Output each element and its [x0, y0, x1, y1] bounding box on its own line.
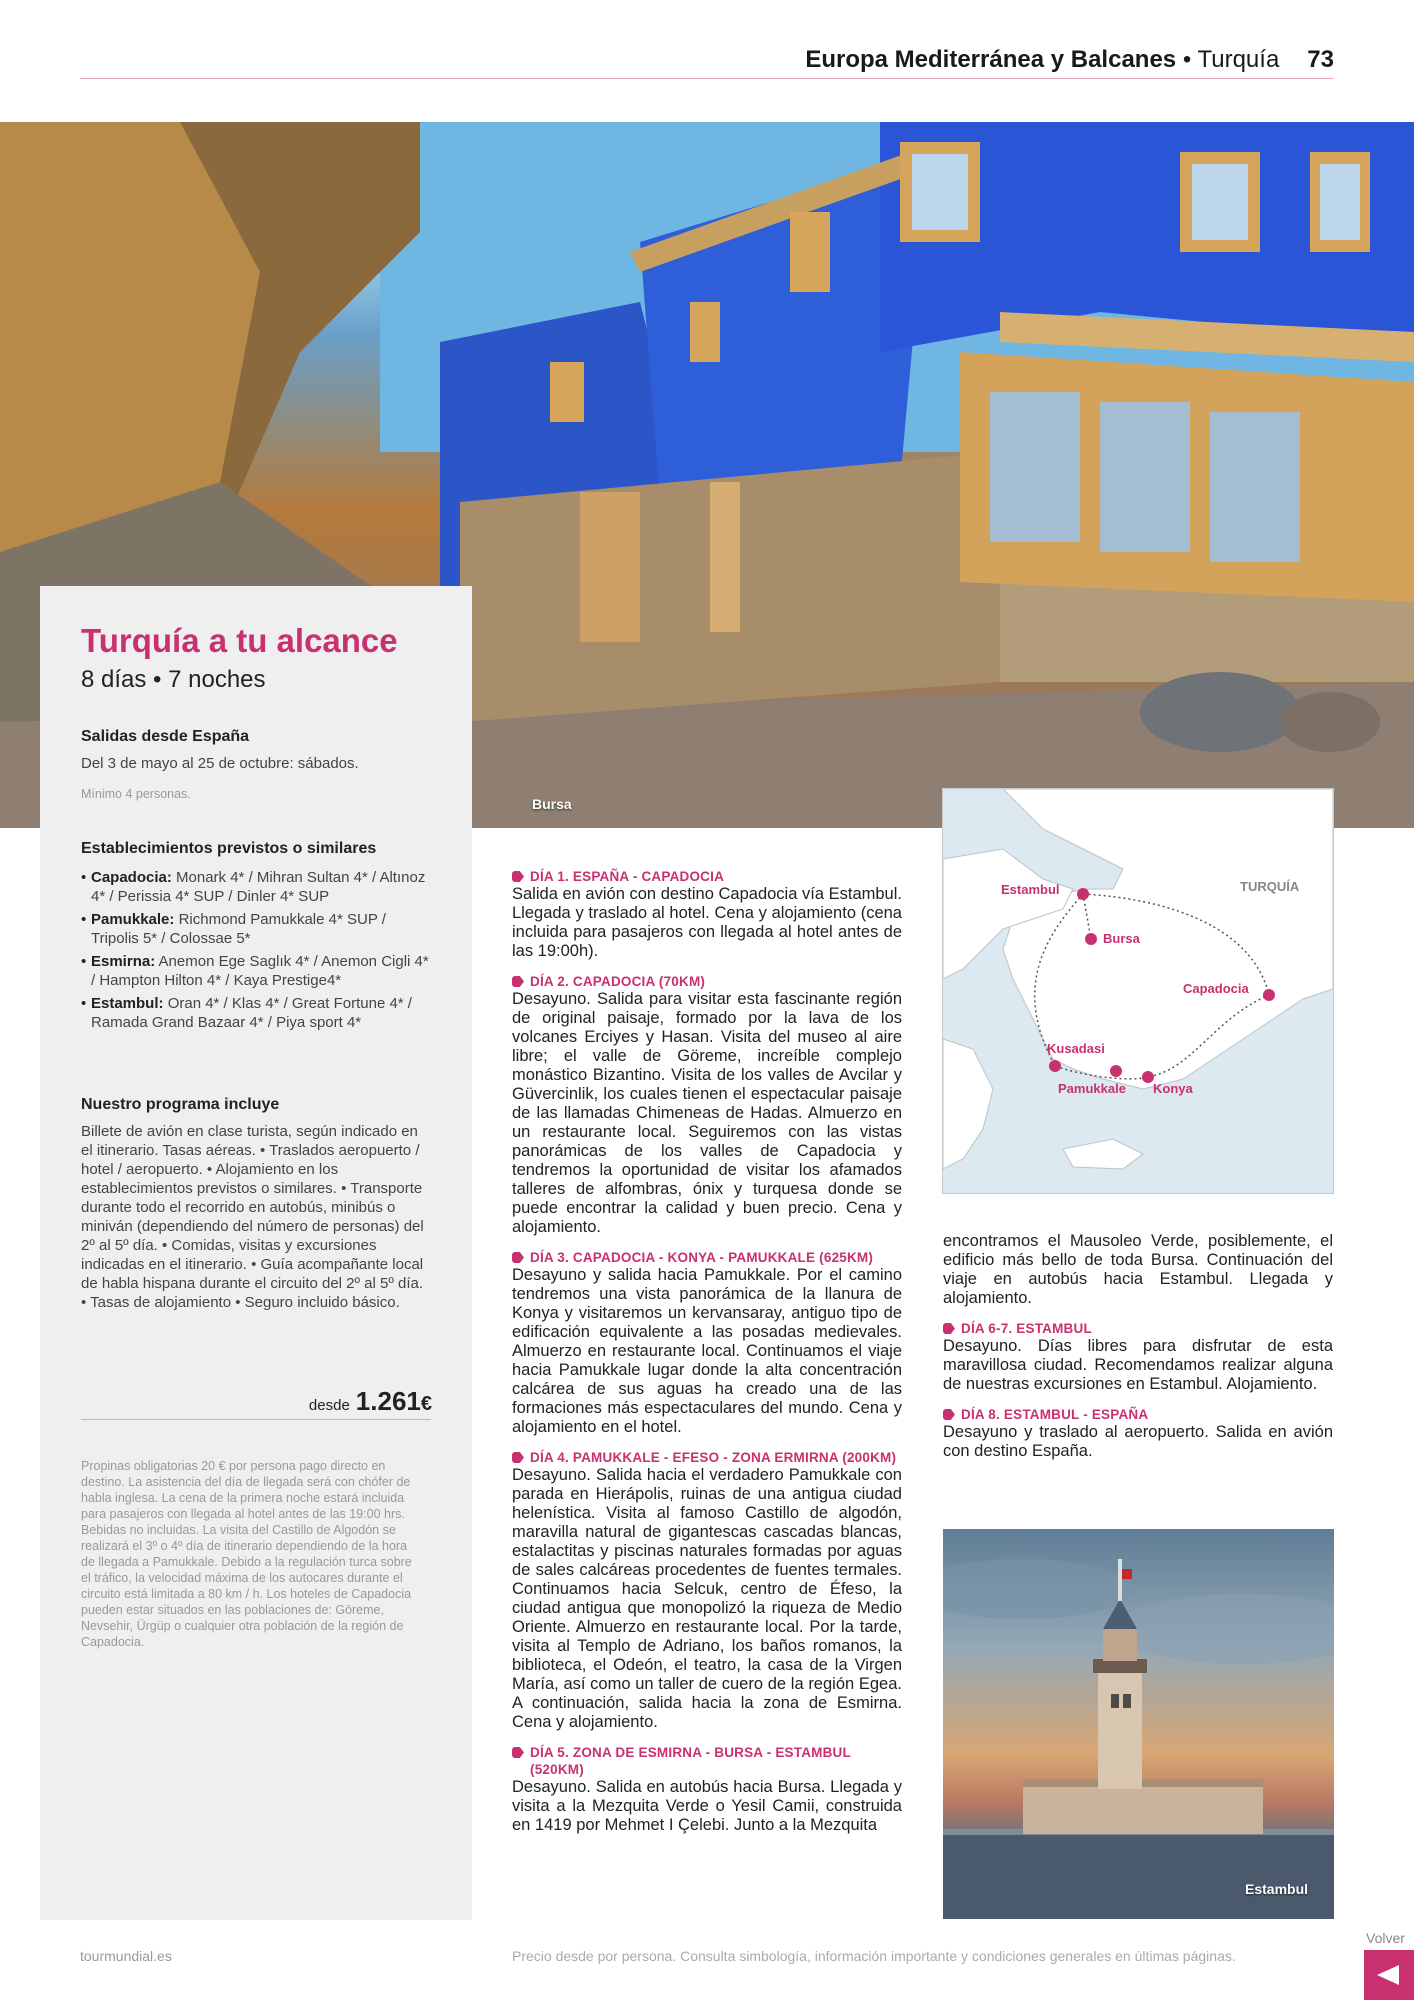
establishment-city: Capadocia:	[91, 869, 172, 886]
minimum-people: Mínimo 4 personas.	[81, 787, 191, 801]
itinerary-day-5-continued	[943, 1232, 1333, 1308]
day-title-text: DÍA 1. ESPAÑA - CAPADOCIA	[530, 869, 725, 884]
day-text: Salida en avión con destino Capadocia vía Estambul. Llegada y traslado al hotel. Cena y alojamiento (cena incluida para pasajeros con llegada al hotel antes de las 19:00h).	[512, 885, 902, 960]
map-label-bursa: Bursa	[1103, 931, 1140, 946]
page-header	[80, 44, 1334, 79]
header-separator: •	[1176, 46, 1198, 73]
establishment-item	[81, 994, 431, 1032]
map-label-konya: Konya	[1153, 1081, 1193, 1096]
header-section: Europa Mediterránea y Balcanes	[805, 46, 1177, 73]
establishment-hotels: Anemon Ege Saglık 4* / Anemon Cigli 4* / Hampton Hilton 4* / Kaya Prestige4*	[91, 953, 429, 989]
tower-illustration	[943, 1529, 1334, 1919]
day-text: Desayuno. Salida en autobús hacia Bursa. Llegada y visita a la Mezquita Verde o Yesil Camii, construida en 1419 por Mehmet I Çelebi. Junto a la Mezquita	[512, 1778, 902, 1834]
day-title-text: DÍA 2. CAPADOCIA (70KM)	[530, 974, 706, 989]
program-text: Billete de avión en clase turista, según indicado en el itinerario. Tasas aéreas. • Traslados aeropuerto / hotel / aeropuerto. • Alojamiento en los establecimientos previstos o similares. • Transporte durante todo el recorrido en autobús, minibús o miniván (dependiendo del número de personas) del 2º al 5º día. • Comidas, visitas y excursiones indicadas en el itinerario. • Guía acompañante local de habla hispana durante el circuito del 2º al 5º día. • Tasas de alojamiento • Seguro incluido básico.	[81, 1123, 424, 1311]
itinerary-day-5	[512, 1744, 902, 1835]
establishment-item	[81, 952, 431, 990]
day-title-text: DÍA 6-7. ESTAMBUL	[961, 1321, 1092, 1336]
istanbul-photo	[943, 1529, 1334, 1919]
footer-disclaimer: Precio desde por persona. Consulta simbología, información importante y condiciones generales en últimas páginas.	[512, 1948, 1236, 1964]
map-dot-bursa	[1085, 933, 1097, 945]
bullet-marker-icon	[943, 1409, 955, 1420]
day-title	[512, 868, 902, 885]
day-title-text: DÍA 8. ESTAMBUL - ESPAÑA	[961, 1407, 1149, 1422]
day-text: encontramos el Mausoleo Verde, posiblemente, el edificio más bello de toda Bursa. Continuación del viaje en autobús hacia Estambul. Llegada y alojamiento.	[943, 1232, 1333, 1307]
establishment-city: Estambul:	[91, 995, 164, 1012]
establishment-hotels: Monark 4* / Mihran Sultan 4* / Altınoz 4* / Perissia 4* SUP / Dinler 4* SUP	[91, 869, 426, 905]
header-title	[805, 46, 1334, 74]
day-title	[943, 1406, 1333, 1423]
bullet-marker-icon	[943, 1323, 955, 1334]
itinerary-day-4	[512, 1449, 902, 1732]
header-country: Turquía	[1197, 46, 1280, 73]
day-title-text: DÍA 3. CAPADOCIA - KONYA - PAMUKKALE (625KM)	[530, 1250, 874, 1265]
back-arrow-icon[interactable]	[1364, 1950, 1414, 2000]
price-currency: €	[420, 1393, 432, 1415]
program-heading: Nuestro programa incluye	[81, 1096, 280, 1113]
day-title-text: DÍA 5. ZONA DE ESMIRNA - BURSA - ESTAMBUL (520KM)	[530, 1745, 851, 1777]
map-label-pamukkale: Pamukkale	[1058, 1081, 1126, 1096]
departures-heading: Salidas desde España	[81, 728, 250, 745]
trip-title: Turquía a tu alcance	[81, 622, 398, 659]
photo-caption: Estambul	[1245, 1881, 1309, 1897]
itinerary-column-continued	[943, 1232, 1333, 1473]
price-divider	[81, 1419, 431, 1420]
price-block	[309, 1386, 432, 1417]
bullet-marker-icon	[512, 1452, 524, 1463]
bullet-marker-icon	[512, 1252, 524, 1263]
bullet-marker-icon	[512, 1747, 524, 1758]
back-label[interactable]: Volver	[1366, 1930, 1405, 1946]
price-prefix: desde	[308, 1397, 350, 1414]
map-label-capadocia: Capadocia	[1183, 981, 1249, 996]
trip-duration: 8 días • 7 noches	[81, 666, 266, 693]
establishment-city: Pamukkale:	[91, 911, 175, 928]
map-dot-estambul	[1077, 888, 1089, 900]
establishment-item	[81, 910, 431, 948]
itinerary-day-2	[512, 973, 902, 1237]
day-title-text: DÍA 4. PAMUKKALE - EFESO - ZONA ERMIRNA (200KM)	[530, 1450, 897, 1465]
establishments-list	[81, 868, 431, 1036]
establishment-hotels: Oran 4* / Klas 4* / Great Fortune 4* / Ramada Grand Bazaar 4* / Piya sport 4*	[91, 995, 412, 1031]
map-dot-kusadasi	[1049, 1060, 1061, 1072]
itinerary-day-1	[512, 868, 902, 961]
establishment-city: Esmirna:	[91, 953, 156, 970]
bullet-marker-icon	[512, 976, 524, 987]
map-illustration	[943, 789, 1333, 1193]
day-text: Desayuno y salida hacia Pamukkale. Por el camino tendremos una vista panorámica de la llanura de Konya y visitaremos un kervansaray, antiguo tipo de edificación equivalente a las posadas medievales. Almuerzo en restaurante local. Continuamos el viaje hacia Pamukkale lugar donde la alta concentración calcárea de sus aguas ha creado una de las formaciones más espectaculares del mundo. Cena y alojamiento en el hotel.	[512, 1266, 902, 1436]
trip-summary-panel	[40, 586, 472, 1920]
day-title	[512, 1449, 902, 1466]
price-amount: 1.261	[355, 1386, 421, 1416]
map-label-estambul: Estambul	[1001, 882, 1060, 897]
day-title	[943, 1320, 1333, 1337]
itinerary-day-6-7	[943, 1320, 1333, 1394]
day-text: Desayuno. Salida hacia el verdadero Pamukkale con parada en Hierápolis, ruinas de una antigua ciudad helenística. Visita al famoso Castillo de algodón, maravilla natural de gigantescas cascadas blancas, estalactitas y piscinas naturales formadas por aguas de sales calcáreas procedentes de fuentes termales. Continuamos hacia Selcuk, centro de Éfeso, la ciudad antigua que monopolizó la riqueza de Medio Oriente. Almuerzo en restaurante local. Por la tarde, visita al Templo de Adriano, los baños romanos, la biblioteca, el Odeón, el teatro, la casa de la Virgen María, así como un taller de cuero de la región Egea. A continuación, salida hacia la zona de Esmirna. Cena y alojamiento.	[512, 1466, 902, 1731]
map-label-kusadasi: Kusadasi	[1047, 1041, 1105, 1056]
route-map	[942, 788, 1334, 1194]
bullet-marker-icon	[512, 871, 524, 882]
day-text: Desayuno. Salida para visitar esta fascinante región de original paisaje, formado por la lava de los volcanes Erciyes y Hasan. Visita del museo al aire libre; el valle de Göreme, increíble complejo monástico Bizantino. Visita de los valles de Avcilar y Güvercinlik, los cuales tienen el espectacular paisaje de las llamadas Chimeneas de Hadas. Almuerzo en un restaurante local. Seguiremos con las vistas panorámicas de los valles de Capadocia y tendremos la oportunidad de visitar los afamados talleres de alfombras, ónix y turquesa donde se puede encontrar la calidad y buen precio. Cena y alojamiento.	[512, 990, 902, 1236]
map-dot-pamukkale	[1110, 1065, 1122, 1077]
day-title	[512, 973, 902, 990]
hero-caption: Bursa	[532, 796, 572, 812]
important-notes: Propinas obligatorias 20 € por persona pago directo en destino. La asistencia del día de llegada será con chófer de habla inglesa. La cena de la primera noche estará incluida para pasajeros con llegada al hotel antes de las 19:00 hrs. Bebidas no incluidas. La visita del Castillo de Algodón se realizará el 3º o 4º día de itinerario dependiendo de la hora de llegada a Pamukkale. Debido a la regulación turca sobre el tráfico, la velocidad máxima de los autocares durante el circuito está limitada a 80 km / h. Los hoteles de Capadocia pueden estar situados en las poblaciones de: Göreme, Nevsehir, Ürgüp o cualquier otra población de la región de Capadocia.	[81, 1459, 412, 1649]
day-title	[512, 1249, 902, 1266]
establishments-heading: Establecimientos previstos o similares	[81, 840, 377, 857]
establishment-item	[81, 868, 431, 906]
day-text: Desayuno. Días libres para disfrutar de esta maravillosa ciudad. Recomendamos realizar alguna de nuestras excursiones en Estambul. Alojamiento.	[943, 1337, 1333, 1393]
itinerary-column	[512, 868, 902, 1847]
departures-text: Del 3 de mayo al 25 de octubre: sábados.	[81, 755, 359, 772]
day-text: Desayuno y traslado al aeropuerto. Salida en avión con destino España.	[943, 1423, 1333, 1460]
footer-site[interactable]: tourmundial.es	[80, 1948, 172, 1964]
map-country-label: TURQUÍA	[1240, 879, 1300, 894]
day-title	[512, 1744, 902, 1778]
map-dot-capadocia	[1263, 989, 1275, 1001]
establishment-hotels: Richmond Pamukkale 4* SUP / Tripolis 5* / Colossae 5*	[91, 911, 386, 947]
page-number: 73	[1307, 46, 1334, 73]
itinerary-day-3	[512, 1249, 902, 1437]
itinerary-day-8	[943, 1406, 1333, 1461]
